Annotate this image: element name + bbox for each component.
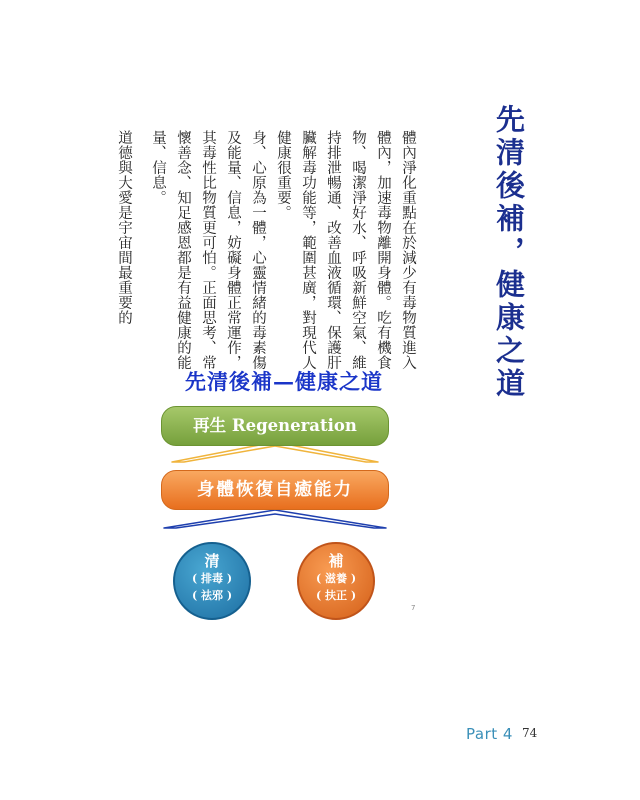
- cleanse-circle: [173, 542, 251, 620]
- page-title: 先清後補，健康之道: [492, 104, 526, 401]
- diagram-title: 先清後補—健康之道: [185, 369, 383, 394]
- nourish-circle: [297, 542, 375, 620]
- cleanse-label: 清: [204, 552, 220, 570]
- self-healing-box: 身體恢復自癒能力: [161, 470, 389, 510]
- nourish-sub-1: ( 滋養 ): [315, 572, 357, 585]
- cleanse-sub-1: ( 排毒 ): [191, 572, 233, 585]
- paragraph-2: 身、心原為一體，心靈情緒的毒素傷及能量、信息，妨礙身體正常運作，其毒性比物質更可怕。正面思考、常懷善念、知足感恩都是有益健康的能量、信息。: [150, 130, 266, 370]
- cleanse-sub-2: ( 祛邪 ): [191, 589, 233, 602]
- lower-arrow: [164, 510, 386, 528]
- regeneration-box: 再生 Regeneration: [161, 406, 389, 446]
- paragraph-1: 體內淨化重點在於減少有毒物質進入體內，加速毒物離開身體。吃有機食物、喝潔淨好水、呼吸新鮮空氣、維持排泄暢通、改善血液循環、保護肝臟解毒功能等，範圍甚廣，對現代人健康很重要。: [275, 130, 416, 370]
- page-number: 74: [522, 726, 538, 740]
- part-label: Part 4: [466, 725, 513, 743]
- nourish-label: 補: [328, 552, 344, 570]
- nourish-sub-2: ( 扶正 ): [315, 589, 357, 602]
- paragraph-3: 道德與大愛是宇宙間最重要的: [116, 130, 132, 325]
- tiny-mark: 7: [411, 604, 416, 612]
